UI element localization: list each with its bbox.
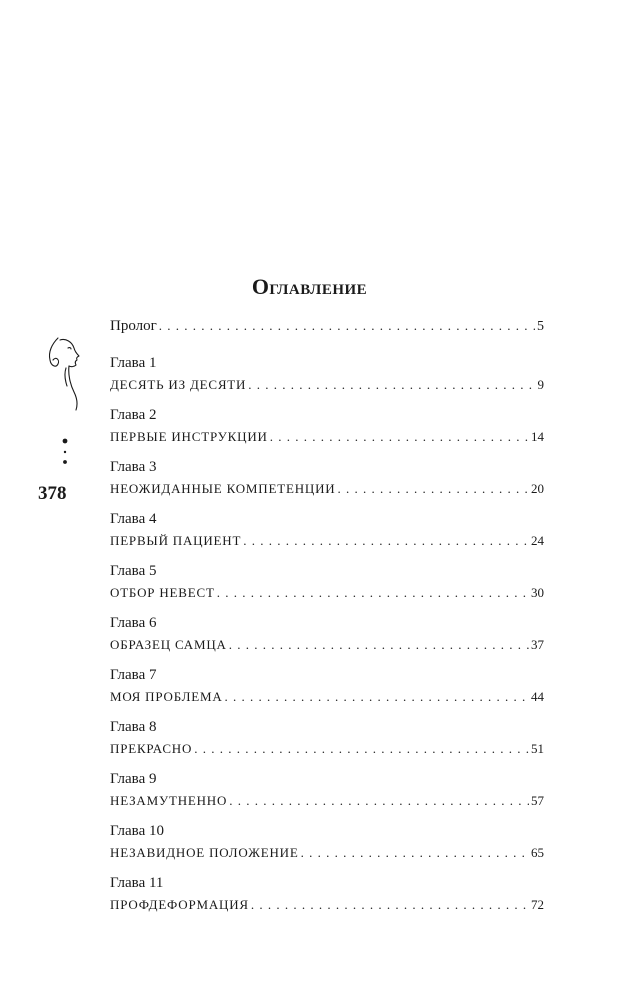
dot-leader [229,789,529,813]
dot-leader [217,581,529,605]
toc-entry-chapter-3[interactable] [110,457,544,509]
entry-page: 44 [531,689,544,704]
chapter-title: НЕЗАМУТНЕННО [110,793,228,808]
chapter-title: НЕЗАВИДНОЕ ПОЛОЖЕНИЕ [110,845,299,860]
toc-entry-chapter-7[interactable] [110,665,544,717]
entry-page: 37 [531,637,544,652]
dot-leader [251,893,529,917]
entry-page: 9 [537,377,544,392]
toc-entry-prologue[interactable] [110,314,544,353]
dot-leader [301,841,529,865]
dot-leader [243,529,529,553]
entry-page: 14 [531,429,544,444]
table-of-contents [110,314,544,925]
chapter-number: Глава 4 [110,511,157,527]
chapter-number: Глава 3 [110,459,157,475]
dot-ornament-icon [60,438,70,466]
chapter-title: ДЕСЯТЬ ИЗ ДЕСЯТИ [110,377,247,392]
entry-page: 30 [531,585,544,600]
chapter-title: ОБРАЗЕЦ САМЦА [110,637,227,652]
toc-entry-chapter-10[interactable] [110,821,544,873]
toc-entry-chapter-8[interactable] [110,717,544,769]
chapter-title: ПРЕКРАСНО [110,741,193,756]
entry-label: Пролог [110,318,157,334]
dot-leader [225,685,529,709]
toc-entry-chapter-9[interactable] [110,769,544,821]
chapter-number: Глава 7 [110,667,157,683]
toc-entry-chapter-5[interactable] [110,561,544,613]
dot-leader [337,477,529,501]
chapter-number: Глава 6 [110,615,157,631]
entry-page: 51 [531,741,544,756]
chapter-number: Глава 9 [110,771,157,787]
chapter-number: Глава 1 [110,355,157,371]
toc-entry-chapter-4[interactable] [110,509,544,561]
toc-entry-chapter-6[interactable] [110,613,544,665]
chapter-title: НЕОЖИДАННЫЕ КОМПЕТЕНЦИИ [110,481,336,496]
toc-entry-chapter-1[interactable] [110,353,544,405]
chapter-title: ПЕРВЫЙ ПАЦИЕНТ [110,533,242,548]
toc-entry-chapter-11[interactable] [110,873,544,925]
dot-leader [248,373,535,397]
chapter-title: ПЕРВЫЕ ИНСТРУКЦИИ [110,429,268,444]
chapter-number: Глава 11 [110,875,164,891]
entry-page: 24 [531,533,544,548]
entry-page: 20 [531,481,544,496]
entry-page: 72 [531,897,544,912]
page-number: 378 [38,483,67,504]
dot-leader [194,737,529,761]
chapter-title: ОТБОР НЕВЕСТ [110,585,215,600]
chapter-title: МОЯ ПРОБЛЕМА [110,689,223,704]
toc-entry-chapter-2[interactable] [110,405,544,457]
chapter-number: Глава 8 [110,719,157,735]
dot-leader [159,314,535,338]
entry-page: 65 [531,845,544,860]
chapter-title: ПРОФДЕФОРМАЦИЯ [110,897,249,912]
entry-page: 57 [531,793,544,808]
dot-leader [229,633,529,657]
chapter-number: Глава 10 [110,823,164,839]
chapter-number: Глава 5 [110,563,157,579]
toc-title: Оглавление [251,274,368,299]
chapter-number: Глава 2 [110,407,157,423]
woman-profile-sketch-icon [44,334,88,414]
entry-page: 5 [537,319,544,334]
dot-leader [270,425,529,449]
